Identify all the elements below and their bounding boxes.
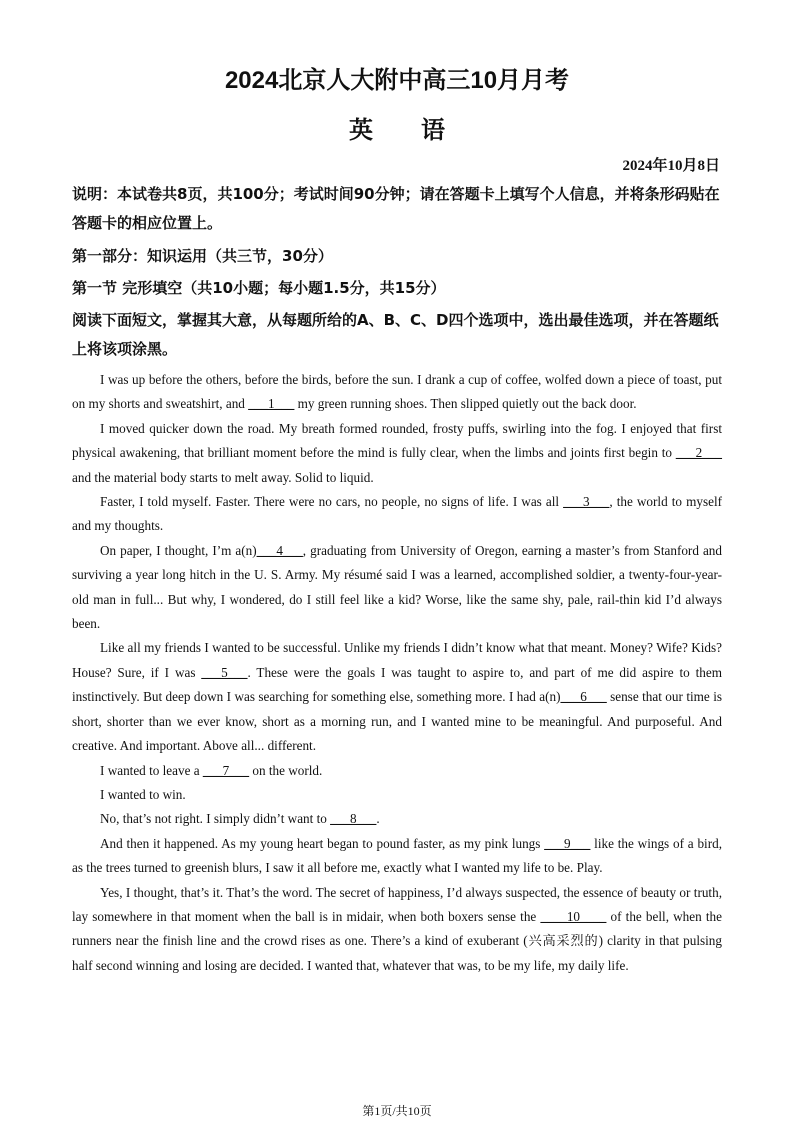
blank-2: ___2___ [675, 445, 722, 461]
passage-paragraph: And then it happened. As my young heart began to pound faster, as my pink lungs ___9___ like the wings of a bird, as the trees turned to greenish blurs, I saw it all before me, exactly what I wanted my life to be. Play. [72, 835, 722, 876]
passage-paragraph: I moved quicker down the road. My breath formed rounded, frosty puffs, swirling into the fog. I enjoyed that first physical awakening, that brilliant moment before the mind is fully clear, when the limbs and joints first begin to ___2___ and the material body starts to melt away. Solid to liquid. [72, 420, 722, 485]
blank-3: ___3___ [563, 494, 610, 510]
section-directions: 阅读下面短文，掌握其大意，从每题所给的A、B、C、D四个选项中，选出最佳选项，并在答题纸上将该项涂黑。 [72, 311, 719, 358]
blank-1: ___1___ [248, 396, 295, 412]
blank-9: ___9___ [544, 835, 591, 851]
subject-title: 英语 [349, 116, 493, 144]
blank-8: ___8___ [330, 811, 377, 827]
page-number: 第1页/共10页 [362, 1104, 432, 1118]
exam-date: 2024年10月8日 [622, 158, 720, 174]
part-heading: 第一部分：知识运用（共三节，30分） [72, 247, 333, 265]
exam-title: 2024北京人大附中高三10月月考 [224, 67, 570, 94]
passage-paragraph: I was up before the others, before the birds, before the sun. I drank a cup of coffee, wolfed down a piece of toast, put on my shorts and sweatshirt, and ___1___ my green running shoes. Then slipped quietly out the back door. [72, 372, 722, 412]
cloze-passage [72, 368, 722, 978]
exam-note: 说明：本试卷共8页，共100分；考试时间90分钟；请在答题卡上填写个人信息，并将条形码贴在答题卡的相应位置上。 [72, 185, 720, 232]
blank-5: ___5___ [201, 664, 248, 680]
passage-paragraph: On paper, I thought, I’m a(n)___4___, graduating from University of Oregon, earning a master’s from Stanford and surviving a year long hitch in the U. S. Army. My résumé said I was a learned, accomplished soldier, a twenty-four-year-old man in full... But why, I wondered, do I still feel like a kid? Worse, like the same shy, pale, rail-thin kid I’d always been. [72, 542, 722, 632]
passage-paragraph: I wanted to win. [100, 786, 186, 802]
passage-paragraph: No, that’s not right. I simply didn’t want to ___8___. [100, 811, 380, 827]
passage-paragraph: Like all my friends I wanted to be successful. Unlike my friends I didn’t know what that meant. Money? Wife? Kids? House? Sure, if I was ___5___. These were the goals I was taught to aspire to, and part of me did aspire to them instinctively. But deep down I was searching for something else, something more. I had a(n)___6___ sense that our time is short, shorter than we ever know, short as a morning run, and I wanted mine to be meaningful. And purposeful. And creative. And important. Above all... different. [72, 640, 722, 754]
blank-10: ____10____ [540, 908, 607, 924]
blank-6: ___6___ [560, 689, 607, 705]
blank-4: ___4___ [256, 542, 303, 558]
blank-7: ___7___ [202, 762, 250, 778]
passage-paragraph: I wanted to leave a ___7___ on the world. [100, 762, 323, 778]
passage-paragraph: Yes, I thought, that’s it. That’s the word. The secret of happiness, I’d always suspected, the essence of beauty or truth, lay somewhere in that moment when the ball is in midair, when both boxers sense the ____10____ of the bell, when the runners near the finish line and the crowd rises as one. There’s a kind of exuberant (兴高采烈的) clarity in that pulsing half second winning and losing are decided. I wanted that, whatever that was, to be my life, my daily life. [72, 884, 722, 973]
section-heading: 第一节 完形填空（共10小题；每小题1.5分，共15分） [72, 279, 446, 297]
passage-paragraph: Faster, I told myself. Faster. There were no cars, no people, no signs of life. I was all ___3___, the world to myself and my thoughts. [72, 494, 722, 534]
